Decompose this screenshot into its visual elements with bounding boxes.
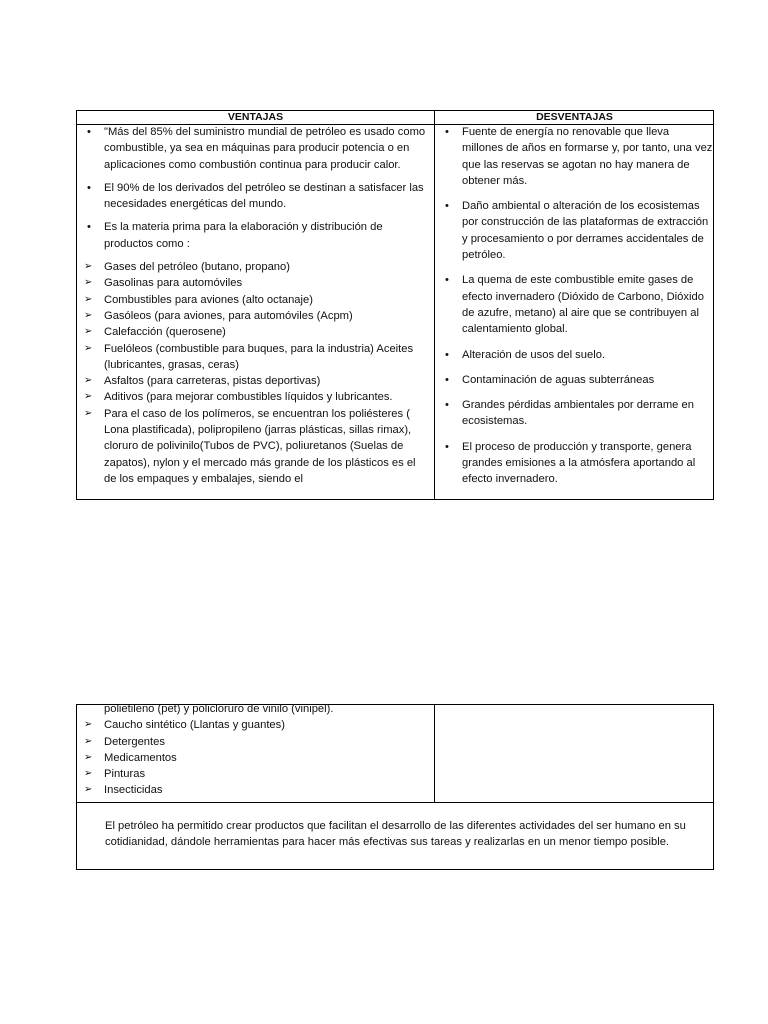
ventaja-subitem: ➢ Combustibles para aviones (alto octanaje) <box>77 292 427 308</box>
desventaja-item: • La quema de este combustible emite gases de efecto invernadero (Dióxido de Carbono, Dióxido de azufre, metano) al aire que se contribuyen al calentamiento global. <box>435 272 713 337</box>
desventaja-item: • El proceso de producción y transporte, genera grandes emisiones a la atmósfera aportando al efecto invernadero. <box>435 439 713 488</box>
continuation-text: polietileno (pet) y policloruro de vinilo (vinipel). <box>104 703 334 715</box>
ventaja-item: • Es la materia prima para la elaboración y distribución de productos como : <box>77 219 427 252</box>
ventaja-subitem: ➢ Caucho sintético (Llantas y guantes) <box>77 717 427 733</box>
desventaja-item: • Grandes pérdidas ambientales por derrame en ecosistemas. <box>435 397 713 430</box>
ventaja-subitem: ➢ Calefacción (querosene) <box>77 324 427 340</box>
conclusion-text: El petróleo ha permitido crear productos que facilitan el desarrollo de las diferentes actividades del ser humano en su cotidianidad, dándole herramientas para hacer más efectivas sus tareas y realizarlas en un menor tiempo posible. <box>105 820 686 848</box>
ventaja-subitem: ➢ Pinturas <box>77 766 427 782</box>
desventaja-item: • Alteración de usos del suelo. <box>435 347 713 363</box>
ventaja-subitem: ➢ Gasóleos (para aviones, para automóviles (Acpm) <box>77 308 427 324</box>
ventaja-subitem: ➢ Aditivos (para mejorar combustibles líquidos y lubricantes. <box>77 389 427 405</box>
continuation-cell <box>77 701 427 799</box>
desventaja-item: • Fuente de energía no renovable que lleva millones de años en formarse y, por tanto, una vez que las reservas se agotan no hay manera de obtener más. <box>435 124 713 189</box>
ventaja-subitem: ➢ Asfaltos (para carreteras, pistas deportivas) <box>77 373 427 389</box>
header-desventajas: DESVENTAJAS <box>435 111 714 125</box>
ventaja-subitem: ➢ Para el caso de los polímeros, se encuentran los poliésteres ( Lona plastificada), polipropileno (jarras plásticas, sillas rimax), cloruro de polivinilo(Tubos de PVC), poliuretanos (Suelas de zapatos), nylon y el mercado más grande de los plásticos es el de los empaques y embalajes, siendo el <box>77 406 427 487</box>
ventaja-subitem: ➢ Medicamentos <box>77 750 427 766</box>
ventaja-item: • "Más del 85% del suministro mundial de petróleo es usado como combustible, ya sea en máquinas para producir potencia o en aplicaciones como combustión continua para producir calor. <box>77 124 427 173</box>
ventaja-item: • El 90% de los derivados del petróleo se destinan a satisfacer las necesidades energéticas del mundo. <box>77 180 427 213</box>
desventaja-item: • Daño ambiental o alteración de los ecosistemas por construcción de las plataformas de extracción y procesamiento o por derrames accidentales de petróleo. <box>435 198 713 263</box>
advantages-disadvantages-table <box>76 110 714 500</box>
column-divider <box>434 705 435 802</box>
ventaja-subitem: ➢ Detergentes <box>77 734 427 750</box>
ventaja-subitem: ➢ Gases del petróleo (butano, propano) <box>77 259 427 275</box>
ventaja-subitem: ➢ Fuelóleos (combustible para buques, para la industria) Aceites (lubricantes, grasas, ceras) <box>77 341 427 374</box>
header-ventajas: VENTAJAS <box>77 111 434 125</box>
ventaja-subitem: ➢ Gasolinas para automóviles <box>77 275 427 291</box>
ventajas-cell <box>77 124 427 487</box>
desventaja-item: • Contaminación de aguas subterráneas <box>435 372 713 388</box>
ventaja-subitem: ➢ Insecticidas <box>77 782 427 798</box>
continuation-table <box>76 704 714 870</box>
row-divider <box>77 802 713 803</box>
desventajas-cell <box>435 124 713 488</box>
